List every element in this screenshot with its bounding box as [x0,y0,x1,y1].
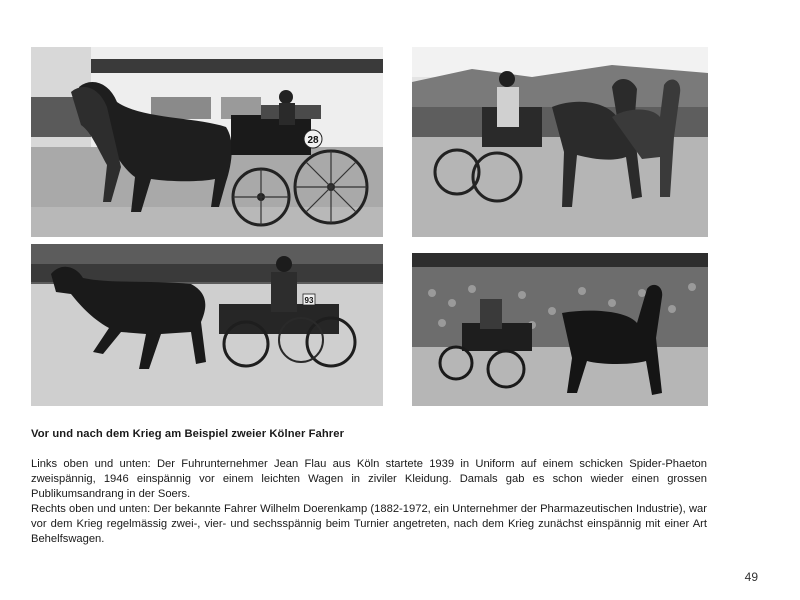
start-number-28: 28 [307,135,319,146]
caption-title: Vor und nach dem Krieg am Beispiel zweier Kölner Fahrer [31,428,345,440]
caption-paragraph-right-photos: Rechts oben und unten: Der bekannte Fahrer Wilhelm Doerenkamp (1882-1972, ein Unternehmer der Pharmazeutischen Industrie), war vor dem Krieg regelmässig zwei-, vier- und sechsspännig beim Turnier angetreten, nach dem Krieg zunächst einspännig mit einer Art Behelfswagen. [31,503,707,545]
page-number: 49 [744,570,758,584]
start-number-93: 93 [304,296,314,305]
photo-bottom-right-single-driving [412,253,708,406]
photo-bottom-left-single-driving [31,244,383,406]
photo-top-right-pair-driving [412,47,708,237]
photo-top-left-pair-driving [31,47,383,237]
caption-body [31,457,707,547]
caption-paragraph-left-photos: Links oben und unten: Der Fuhrunternehmer Jean Flau aus Köln startete 1939 in Uniform auf einem schicken Spider-Phaeton zweispännig, 1946 einspännig vor einem leichten Wagen in ziviler Kleidung. Damals gab es schon wieder einen grossen Publikumsandrang in der Soers. [31,458,707,500]
